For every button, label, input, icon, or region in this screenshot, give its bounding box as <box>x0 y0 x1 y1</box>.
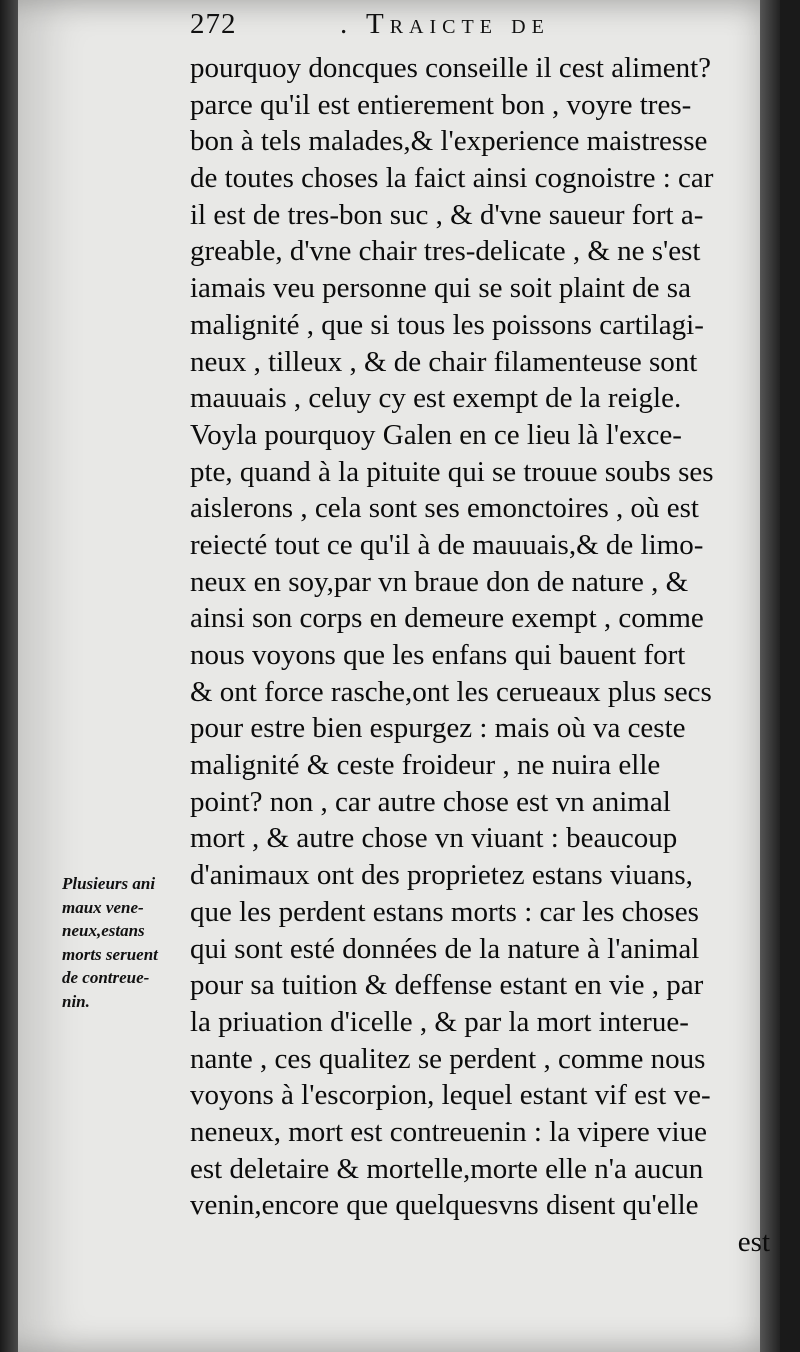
margin-note <box>62 872 202 1013</box>
text-line: nous voyons que les enfans qui bauent fort <box>190 639 686 671</box>
text-line: est deletaire & mortelle,morte elle n'a aucun <box>190 1152 704 1185</box>
margin-note-line: nin. <box>62 991 90 1011</box>
running-head: . Traicte de <box>340 8 550 40</box>
text-line: qui sont esté données de la nature à l'animal <box>190 932 700 965</box>
text-line: il est de tres-bon suc , & d'vne saueur fort a- <box>190 198 704 231</box>
text-line: neux , tilleux , & de chair filamenteuse sont <box>190 345 698 378</box>
text-line: parce qu'il est entierement bon , voyre tres- <box>190 88 692 121</box>
text-line: & ont force rasche,ont les cerueaux plus secs <box>190 675 712 708</box>
text-line: greable, d'vne chair tres-delicate , & ne s'est <box>190 235 701 268</box>
text-line: bon à tels malades,& l'experience maistresse <box>190 125 708 158</box>
text-line: point? non , car autre chose est vn animal <box>190 785 671 818</box>
page-header <box>190 8 770 48</box>
text-line: aislerons , cela sont ses emonctoires , où est <box>190 492 699 525</box>
body-text <box>190 50 770 1261</box>
text-line: reiecté tout ce qu'il à de mauuais,& de limo- <box>190 528 704 561</box>
text-line: iamais veu personne qui se soit plaint de sa <box>190 272 691 305</box>
text-line: mauuais , celuy cy est exempt de la reigle. <box>190 382 682 415</box>
margin-note-line: maux vene- <box>62 897 144 917</box>
text-line: pour sa tuition & deffense estant en vie , par <box>190 969 704 1002</box>
text-line: malignité & ceste froideur , ne nuira elle <box>190 749 661 782</box>
text-line: voyons à l'escorpion, lequel estant vif est ve- <box>190 1079 711 1112</box>
text-line: la priuation d'icelle , & par la mort interue- <box>190 1005 689 1038</box>
page-number: 272 <box>190 8 237 40</box>
margin-note-line: Plusieurs ani <box>62 874 156 893</box>
text-line: neux en soy,par vn braue don de nature , & <box>190 565 689 598</box>
text-line: pourquoy doncques conseille il cest aliment? <box>190 52 712 84</box>
text-line: d'animaux ont des proprietez estans viuans, <box>190 859 693 892</box>
margin-note-line: neux,estans <box>62 921 145 940</box>
text-line: pour estre bien espurgez : mais où va ceste <box>190 712 686 745</box>
text-line: pte, quand à la pituite qui se trouue soubs ses <box>190 455 714 488</box>
margin-note-line: de contreue- <box>62 968 150 987</box>
catchword: est <box>737 1226 770 1258</box>
text-line: neneux, mort est contreuenin : la vipere viue <box>190 1115 707 1148</box>
text-line: ainsi son corps en demeure exempt , comme <box>190 602 704 635</box>
text-line: mort , & autre chose vn viuant : beaucoup <box>190 822 678 855</box>
book-gutter-shadow <box>0 0 18 1352</box>
text-line: de toutes choses la faict ainsi cognoistre : car <box>190 162 714 195</box>
margin-note-line: morts seruent <box>62 944 158 964</box>
text-line: nante , ces qualitez se perdent , comme nous <box>190 1042 706 1075</box>
text-line: Voyla pourquoy Galen en ce lieu là l'exce- <box>190 418 682 451</box>
text-line: malignité , que si tous les poissons cartilagi- <box>190 308 704 341</box>
text-line: que les perdent estans morts : car les choses <box>190 895 699 928</box>
text-line: venin,encore que quelquesvns disent qu'elle <box>190 1189 699 1222</box>
